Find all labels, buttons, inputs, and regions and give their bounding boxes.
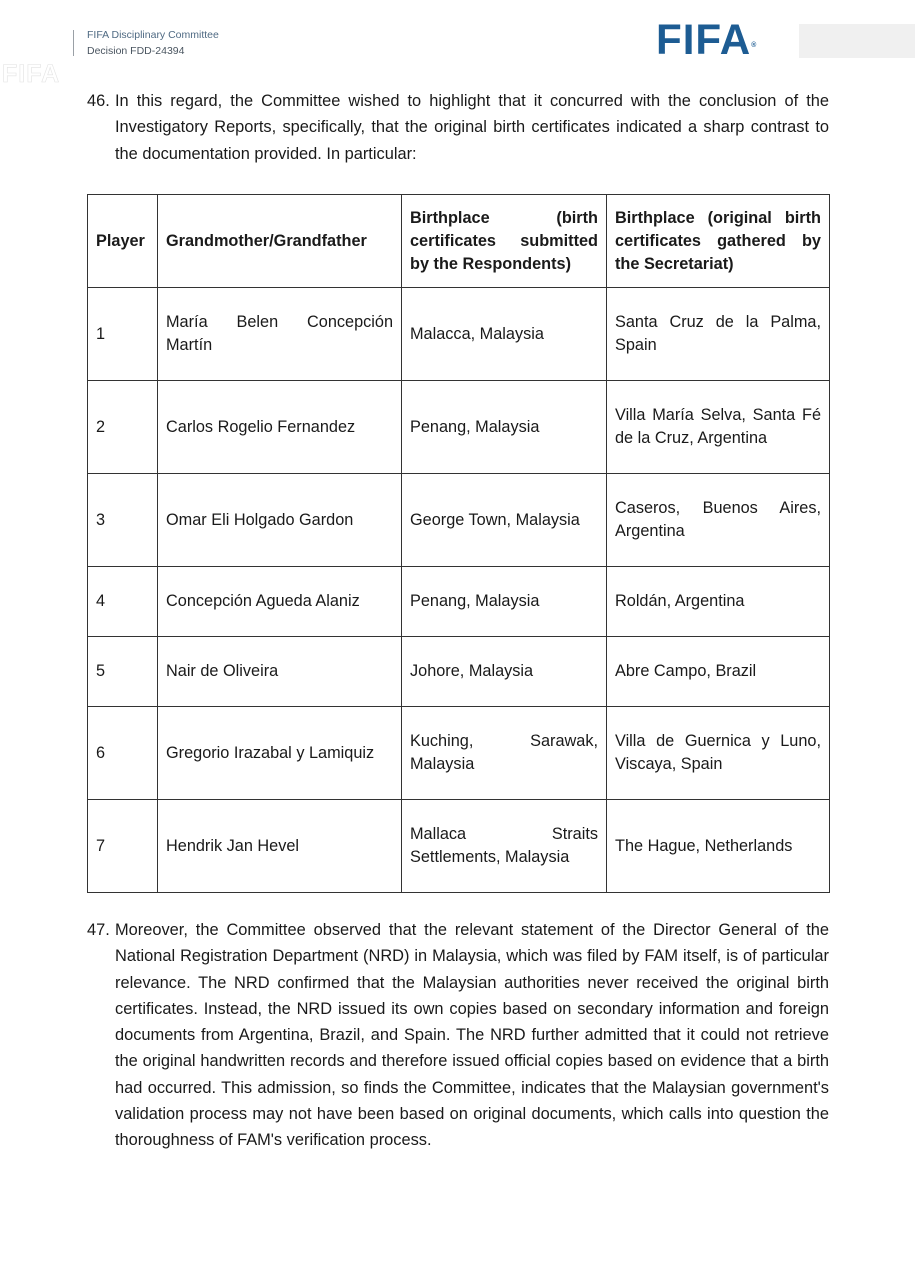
paragraph-46 (87, 88, 829, 167)
cell-grandparent: Hendrik Jan Hevel (158, 800, 402, 893)
table-row (88, 567, 830, 637)
cell-birthplace-original: The Hague, Netherlands (607, 800, 830, 893)
paragraph-text: Moreover, the Committee observed that the relevant statement of the Director General of the National Registration Department (NRD) in Malaysia, which was filed by FAM itself, is of particular relevance. The NRD confirmed that the Malaysian authorities never received the original birth certificates. Instead, the NRD issued its own copies based on secondary information and foreign documents from Argentina, Brazil, and Spain. The NRD further admitted that it could not retrieve the original handwritten records and therefore issued official copies based on evidence that a birth had occurred. This admission, so finds the Committee, indicates that the Malaysian government's validation process may not have been based on original documents, which calls into question the thoroughness of FAM's verification process. (115, 921, 829, 1150)
cell-player: 2 (88, 381, 158, 474)
paragraph-number: 46. (87, 92, 110, 110)
cell-grandparent: Concepción Agueda Alaniz (158, 567, 402, 637)
table-row (88, 637, 830, 707)
cell-birthplace-submitted: Malacca, Malaysia (402, 288, 607, 381)
cell-birthplace-original: Caseros, Buenos Aires, Argentina (607, 474, 830, 567)
cell-player: 6 (88, 707, 158, 800)
cell-birthplace-submitted: Penang, Malaysia (402, 567, 607, 637)
cell-birthplace-submitted: Mallaca Straits Settlements, Malaysia (402, 800, 607, 893)
cell-grandparent: María Belen Concepción Martín (158, 288, 402, 381)
header-divider (73, 30, 74, 56)
registered-mark-icon: ® (751, 42, 758, 49)
fifa-logo (656, 16, 757, 64)
cell-birthplace-submitted: Kuching, Sarawak, Malaysia (402, 707, 607, 800)
birthplace-comparison-table (87, 194, 830, 893)
decision-number: Decision FDD-24394 (87, 45, 185, 57)
watermark-logo: FIFA (2, 60, 61, 88)
table-row (88, 474, 830, 567)
cell-grandparent: Nair de Oliveira (158, 637, 402, 707)
cell-grandparent: Carlos Rogelio Fernandez (158, 381, 402, 474)
cell-player: 5 (88, 637, 158, 707)
cell-player: 3 (88, 474, 158, 567)
paragraph-number: 47. (87, 921, 110, 939)
table-row (88, 800, 830, 893)
header-player: Player (88, 195, 158, 288)
document-header (87, 27, 219, 59)
cell-birthplace-original: Abre Campo, Brazil (607, 637, 830, 707)
cell-player: 7 (88, 800, 158, 893)
header-grandparent: Grandmother/Grandfather (158, 195, 402, 288)
cell-birthplace-original: Santa Cruz de la Palma, Spain (607, 288, 830, 381)
paragraph-47 (87, 917, 829, 1154)
cell-birthplace-submitted: Penang, Malaysia (402, 381, 607, 474)
cell-birthplace-submitted: George Town, Malaysia (402, 474, 607, 567)
redacted-box (799, 24, 915, 58)
fifa-logo-text: FIFA (656, 16, 752, 64)
cell-birthplace-original: Villa de Guernica y Luno, Viscaya, Spain (607, 707, 830, 800)
cell-grandparent: Omar Eli Holgado Gardon (158, 474, 402, 567)
cell-birthplace-original: Roldán, Argentina (607, 567, 830, 637)
header-birthplace-original: Birthplace (original birth certificates gathered by the Secretariat) (607, 195, 830, 288)
table-header-row (88, 195, 830, 288)
cell-birthplace-original: Villa María Selva, Santa Fé de la Cruz, Argentina (607, 381, 830, 474)
committee-name: FIFA Disciplinary Committee (87, 29, 219, 41)
cell-player: 1 (88, 288, 158, 381)
cell-player: 4 (88, 567, 158, 637)
cell-grandparent: Gregorio Irazabal y Lamiquiz (158, 707, 402, 800)
cell-birthplace-submitted: Johore, Malaysia (402, 637, 607, 707)
paragraph-text: In this regard, the Committee wished to highlight that it concurred with the conclusion of the Investigatory Reports, specifically, that the original birth certificates indicated a sharp contrast to the documentation provided. In particular: (115, 92, 829, 163)
table-row (88, 381, 830, 474)
table-row (88, 707, 830, 800)
table-row (88, 288, 830, 381)
header-birthplace-submitted: Birthplace (birth certificates submitted by the Respondents) (402, 195, 607, 288)
